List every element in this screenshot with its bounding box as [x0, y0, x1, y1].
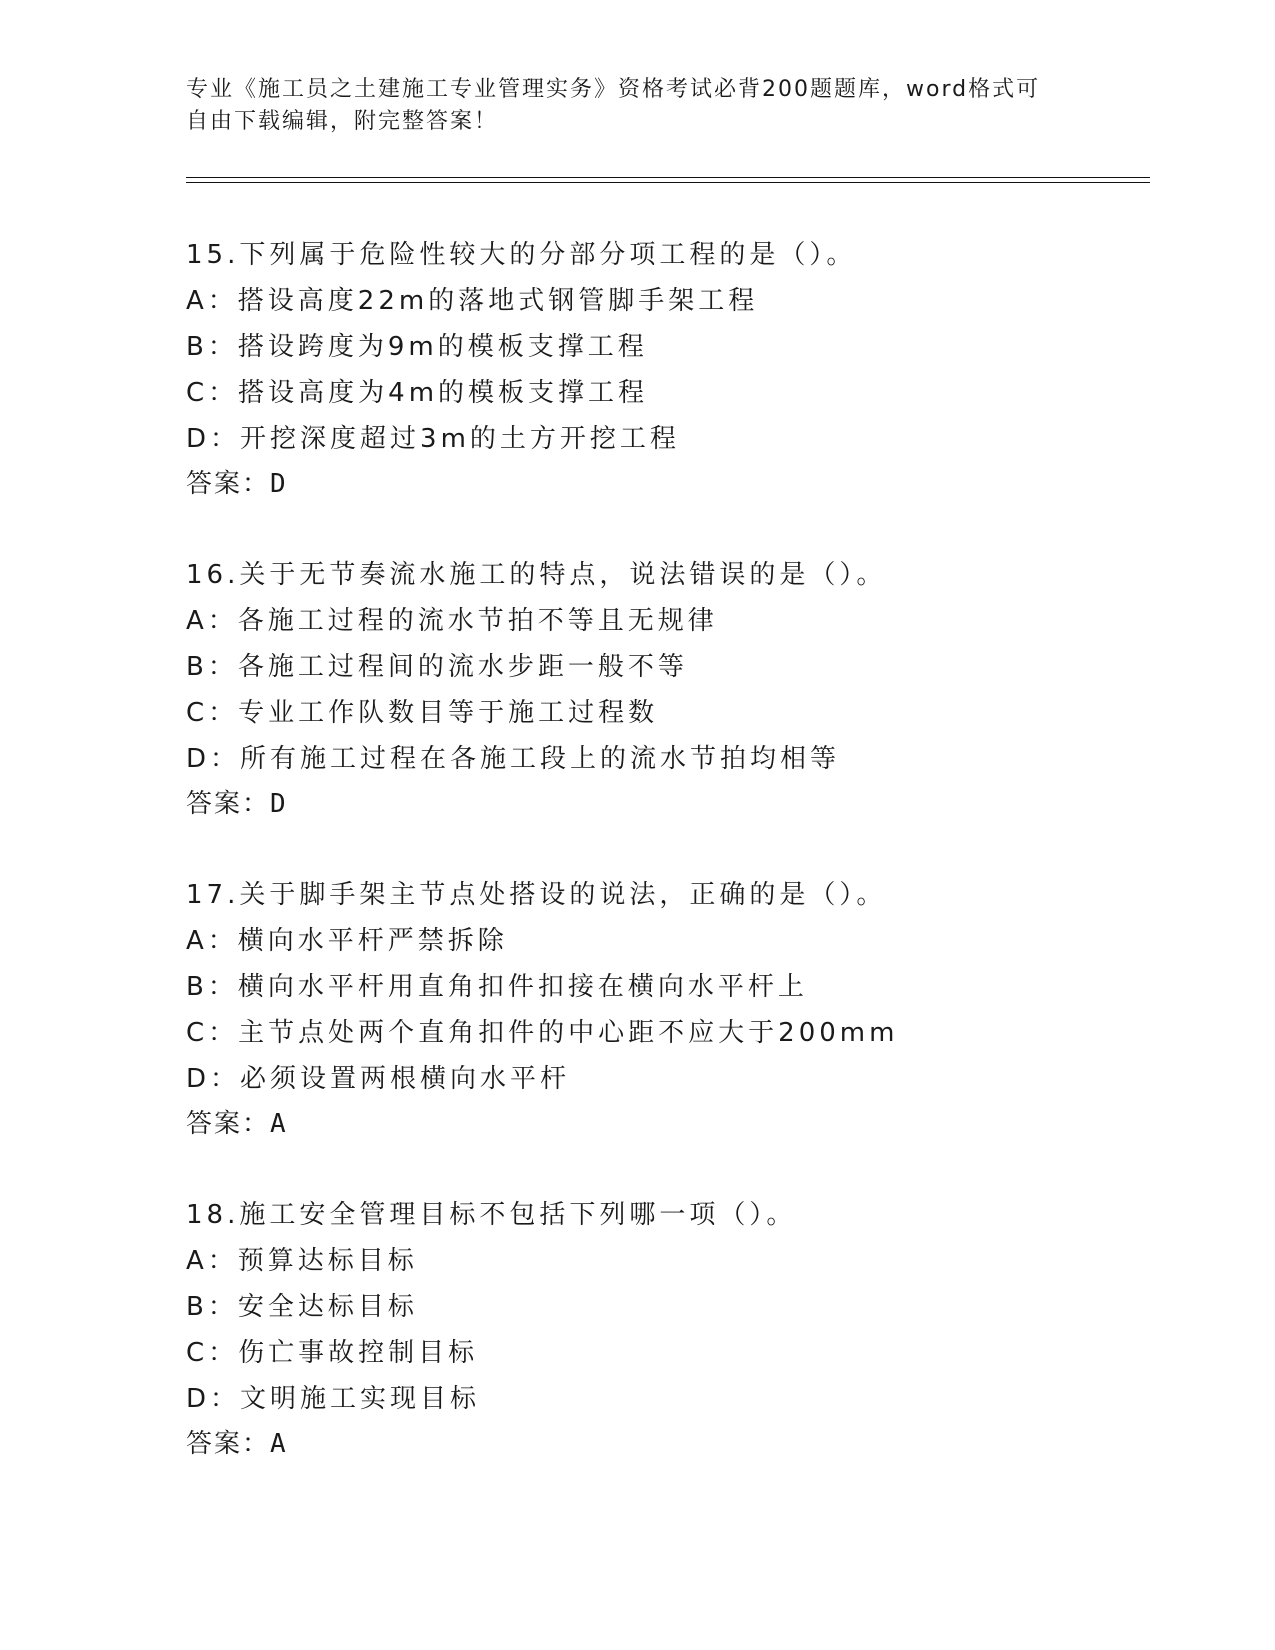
option-d: D：必须设置两根横向水平杆	[186, 1064, 571, 1094]
option-d: D：文明施工实现目标	[186, 1384, 481, 1414]
answer-value: A	[270, 1429, 286, 1459]
option-a: A：各施工过程的流水节拍不等且无规律	[186, 606, 718, 636]
question-15	[186, 232, 1146, 506]
header-line-2: 自由下载编辑，附完整答案！	[186, 109, 499, 134]
option-b: B：横向水平杆用直角扣件扣接在横向水平杆上	[186, 972, 808, 1002]
question-17	[186, 872, 1146, 1146]
question-stem: 16.关于无节奏流水施工的特点，说法错误的是（）。	[186, 560, 887, 590]
option-c: C：搭设高度为4m的模板支撑工程	[186, 378, 649, 408]
answer-line	[186, 782, 1146, 826]
header-divider-bottom	[186, 182, 1150, 183]
question-16	[186, 552, 1146, 826]
answer-line	[186, 1422, 1146, 1466]
option-b: B：各施工过程间的流水步距一般不等	[186, 652, 688, 682]
answer-line	[186, 462, 1146, 506]
option-a: A：预算达标目标	[186, 1246, 418, 1276]
option-a: A：横向水平杆严禁拆除	[186, 926, 508, 956]
option-c: C：伤亡事故控制目标	[186, 1338, 479, 1368]
document-header	[186, 74, 1086, 138]
option-a: A：搭设高度22m的落地式钢管脚手架工程	[186, 286, 759, 316]
option-d: D：所有施工过程在各施工段上的流水节拍均相等	[186, 744, 841, 774]
option-b: B：安全达标目标	[186, 1292, 418, 1322]
answer-line	[186, 1102, 1146, 1146]
answer-value: A	[270, 1109, 286, 1139]
answer-label: 答案：	[186, 1109, 271, 1139]
answer-label: 答案：	[186, 1429, 271, 1459]
answer-label: 答案：	[186, 789, 271, 819]
answer-value: D	[270, 469, 286, 499]
answer-value: D	[270, 789, 286, 819]
question-stem: 15.下列属于危险性较大的分部分项工程的是（）。	[186, 240, 857, 270]
option-d: D：开挖深度超过3m的土方开挖工程	[186, 424, 680, 454]
question-stem: 18.施工安全管理目标不包括下列哪一项（）。	[186, 1200, 797, 1230]
header-divider-top	[186, 177, 1150, 178]
option-c: C：主节点处两个直角扣件的中心距不应大于200mm	[186, 1018, 899, 1048]
question-stem: 17.关于脚手架主节点处搭设的说法，正确的是（）。	[186, 880, 887, 910]
question-list	[186, 232, 1146, 1512]
header-line-1: 专业《施工员之土建施工专业管理实务》资格考试必背200题题库，word格式可	[186, 77, 1041, 102]
question-18	[186, 1192, 1146, 1466]
option-c: C：专业工作队数目等于施工过程数	[186, 698, 659, 728]
option-b: B：搭设跨度为9m的模板支撑工程	[186, 332, 648, 362]
answer-label: 答案：	[186, 469, 271, 499]
